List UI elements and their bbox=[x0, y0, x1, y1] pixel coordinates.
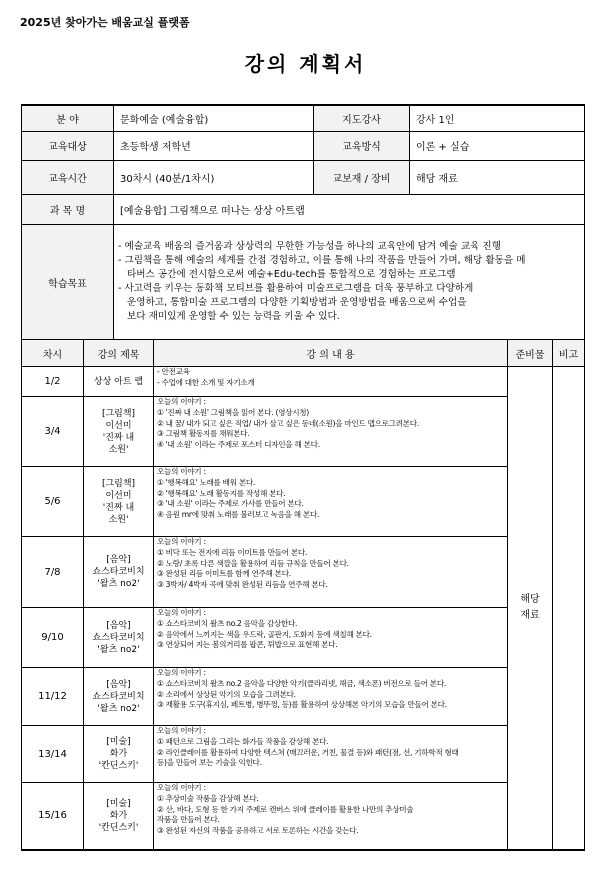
content-line: ③ 완성된 자신의 작품을 공유하고 서로 토론하는 시간을 갖는다. bbox=[157, 826, 359, 836]
content-line: ④ 음원 mr에 맞춰 노래를 불러보고 녹음을 해 본다. bbox=[157, 510, 320, 520]
time-value: 30차시 (40분/1차시) bbox=[114, 160, 314, 194]
session-number: 11/12 bbox=[22, 668, 84, 726]
lecture-content bbox=[154, 608, 508, 668]
lecture-title-line: [음악] bbox=[106, 555, 131, 565]
field-value: 문화예술 (예술융합) bbox=[114, 105, 314, 131]
content-line: - 수업에 대한 소개 및 자기소개 bbox=[157, 377, 255, 387]
content-line: 오늘의 이야기 : bbox=[157, 467, 206, 476]
content-line: - 안전교육 bbox=[157, 367, 190, 376]
lecture-title-line: '칸딘스키' bbox=[98, 761, 139, 771]
table-row bbox=[22, 467, 585, 537]
page-title: 강의 계획서 bbox=[244, 52, 367, 76]
lecture-title-line: '진짜 내 bbox=[102, 502, 135, 513]
lecture-title-line: 소원' bbox=[108, 444, 129, 455]
session-number: 13/14 bbox=[22, 726, 84, 783]
lecture-title-line: '왈츠 no2' bbox=[97, 703, 140, 714]
target-label: 교육대상 bbox=[22, 131, 114, 160]
lecture-title bbox=[84, 783, 154, 850]
prep-materials bbox=[508, 367, 553, 850]
content-line: ① 비닥 또는 전지에 리듬 이미트를 만들어 본다. bbox=[157, 547, 308, 557]
lecture-title-line: 이선미 bbox=[105, 490, 132, 501]
content-line: ② 노랑/ 초록 다른 색깔을 활용하여 리듬 규칙을 만들어 본다. bbox=[157, 558, 349, 568]
lecture-schedule-table bbox=[21, 339, 585, 851]
method-label: 교육방식 bbox=[314, 131, 410, 160]
table-row bbox=[22, 367, 585, 397]
goal-item: - 그림책을 통해 예술의 세계를 간접 경험하고, 이를 통해 나의 작품을 만들어 가며, 해당 활동을 메 bbox=[118, 255, 526, 266]
lecture-content bbox=[154, 367, 508, 397]
content-line: 오늘의 이야기 : bbox=[157, 537, 206, 546]
header-note: 비고 bbox=[553, 340, 585, 367]
content-line: ① '행복해요' 노래를 배워 본다. bbox=[157, 477, 256, 487]
prep-line: 해당 bbox=[520, 593, 540, 605]
lecture-title-line: [그림책] bbox=[101, 478, 136, 489]
content-line: ① 추상미술 작품을 감상해 본다. bbox=[157, 793, 259, 803]
lecture-title-line: 쇼스타코비치 bbox=[92, 691, 145, 702]
subject-label: 과 목 명 bbox=[22, 194, 114, 224]
session-number: 9/10 bbox=[22, 608, 84, 668]
lecture-title-line: 이선미 bbox=[105, 420, 132, 431]
program-label: 2025년 찾아가는 배움교실 플랫폼 bbox=[20, 16, 190, 29]
table-row bbox=[22, 726, 585, 783]
lecture-title-line: 쇼스타코비치 bbox=[92, 632, 145, 643]
goal-item-continuation: 보다 재미있게 운영할 수 있는 능력을 키울 수 있다. bbox=[127, 311, 340, 322]
lecture-title-line: 화가 bbox=[109, 749, 128, 759]
content-line: ② 라인클레이를 활용하여 다양한 텍스쳐 (매끄러운, 거친, 물결 등)와 패턴(점, 선, 기하학적 형태 bbox=[157, 747, 459, 757]
content-line: 작품을 만들어 본다. bbox=[157, 815, 220, 825]
lecture-title-line: 소원' bbox=[108, 514, 129, 525]
content-line: ② 내 꿈/ 내가 되고 싶은 직업/ 내가 살고 싶은 동네(소원)을 마인드 맵으로그려본다. bbox=[157, 418, 419, 428]
content-line: ① '진짜 내 소원' 그림책을 읽어 본다. (영상시청) bbox=[157, 407, 309, 417]
header-session: 차시 bbox=[22, 340, 84, 367]
field-label: 분 야 bbox=[22, 105, 114, 131]
lecture-title bbox=[84, 467, 154, 537]
lecture-content bbox=[154, 537, 508, 608]
instructor-label: 지도강사 bbox=[314, 105, 410, 131]
prep-line: 재료 bbox=[520, 609, 540, 621]
method-value: 이론 + 실습 bbox=[410, 131, 585, 160]
subject-value: [예술융합] 그림책으로 떠나는 상상 아트랩 bbox=[114, 194, 585, 224]
header-prep: 준비물 bbox=[508, 340, 553, 367]
lecture-title-line: 쇼스타코비치 bbox=[92, 567, 145, 577]
target-value: 초등학생 저학년 bbox=[114, 131, 314, 160]
lecture-title bbox=[84, 726, 154, 783]
table-row bbox=[22, 537, 585, 608]
session-number: 5/6 bbox=[22, 467, 84, 537]
lecture-title bbox=[84, 668, 154, 726]
lecture-title-line: [미술] bbox=[106, 798, 131, 809]
instructor-value: 강사 1인 bbox=[410, 105, 585, 131]
table-row bbox=[22, 783, 585, 850]
content-line: 오늘의 이야기 : bbox=[157, 397, 206, 406]
content-line: ① 쇼스타코비치 왈츠 no.2 음악을 다양한 악기(클라리넷, 해금, 색소폰) 버전으로 들어 본다. bbox=[157, 678, 446, 688]
session-number: 7/8 bbox=[22, 537, 84, 608]
material-label: 교보재 / 장비 bbox=[314, 160, 410, 194]
content-line: 오늘의 이야기 : bbox=[157, 608, 206, 617]
table-row bbox=[22, 608, 585, 668]
goal-item-continuation: 운영하고, 통합미술 프로그램의 다양한 기획방법과 운영방법을 배움으로써 수업을 bbox=[127, 297, 467, 308]
content-line: 오늘의 이야기 : bbox=[157, 668, 206, 677]
lecture-content bbox=[154, 467, 508, 537]
content-line: ③ 그림책 활동지를 채워본다. bbox=[157, 429, 250, 439]
content-line: ④ '내 소원' 이라는 주제로 포스터 디자인을 해 본다. bbox=[157, 440, 320, 450]
content-line: 등)을 만들어 보는 기술을 익힌다. bbox=[157, 758, 262, 768]
learning-goals bbox=[114, 224, 585, 340]
lecture-content bbox=[154, 668, 508, 726]
content-line: ③ 연상되어 지는 봄의거리를 팝콘, 튀밥으로 표현해 본다. bbox=[157, 640, 338, 650]
content-line: ① 패턴으로 그림을 그리는 화가들 작품을 감상해 본다. bbox=[157, 736, 329, 746]
lecture-title bbox=[84, 608, 154, 668]
content-line: 오늘의 이야기 : bbox=[157, 783, 206, 792]
lecture-content bbox=[154, 397, 508, 467]
lecture-title-line: '칸딘스키' bbox=[98, 822, 139, 833]
goal-label: 학습목표 bbox=[22, 224, 114, 340]
content-line: ③ 재활용 도구(휴지심, 페트병, 병뚜껑, 등)를 활용하여 상상해본 악기의 모습을 만들어 본다. bbox=[157, 700, 447, 710]
lecture-title-line: 화가 bbox=[109, 810, 128, 821]
content-line: ② '행복해요' 노래 활동지를 작성해 본다. bbox=[157, 488, 286, 498]
note-cell bbox=[553, 367, 585, 850]
lecture-title-line: '왈츠 no2' bbox=[97, 579, 140, 589]
table-row bbox=[22, 668, 585, 726]
content-line: ③ 3박자/ 4박자 곡에 맞춰 완성된 리듬을 연주해 본다. bbox=[157, 580, 328, 590]
content-line: ③ '내 소원' 이라는 주제로 가사를 만들어 본다. bbox=[157, 499, 304, 509]
goal-item: - 사고력을 키우는 동화책 모티브를 활용하여 미술프로그램을 더욱 풍부하고 다양하게 bbox=[118, 283, 474, 294]
content-line: 오늘의 이야기 : bbox=[157, 726, 206, 735]
content-line: ③ 완성된 리듬 이미트를 함께 연주해 본다. bbox=[157, 569, 291, 579]
goal-item-continuation: 타버스 공간에 전시함으로써 예술+Edu-tech를 통합적으로 경험하는 프로그램 bbox=[127, 269, 456, 280]
session-number: 3/4 bbox=[22, 397, 84, 467]
header-content: 강 의 내 용 bbox=[154, 340, 508, 367]
lecture-title-line: '왈츠 no2' bbox=[97, 644, 140, 655]
lecture-title-line: '진짜 내 bbox=[102, 432, 135, 443]
header-title: 강의 제목 bbox=[84, 340, 154, 367]
goal-item: - 예술교육 배움의 즐거움과 상상력의 무한한 가능성을 하나의 교육안에 담겨 예술 교육 진행 bbox=[118, 241, 501, 252]
session-number: 15/16 bbox=[22, 783, 84, 850]
lecture-title bbox=[84, 397, 154, 467]
content-line: ② 음악에서 느끼지는 색을 우드락, 골판지, 도화지 등에 색칠해 본다. bbox=[157, 629, 372, 639]
content-line: ① 쇼스타코비치 왈츠 no.2 음악을 감상한다. bbox=[157, 618, 298, 628]
lecture-title-line: [미술] bbox=[106, 737, 131, 747]
material-value: 해당 재료 bbox=[410, 160, 585, 194]
lecture-title bbox=[84, 367, 154, 397]
content-line: ② 산, 바다, 도형 등 한 가지 주제로 캔버스 위에 클레이를 활용한 나만의 추상미술 bbox=[157, 804, 414, 814]
lecture-title bbox=[84, 537, 154, 608]
lecture-content bbox=[154, 783, 508, 850]
table-row bbox=[22, 397, 585, 467]
lecture-title-line: [음악] bbox=[106, 620, 131, 631]
content-line: ② 소리에서 상상된 악기의 모습을 그려본다. bbox=[157, 689, 296, 699]
lecture-title-line: [음악] bbox=[106, 679, 131, 690]
lecture-title-line: [그림책] bbox=[101, 408, 136, 419]
lecture-title-line: 상상 아트 랩 bbox=[93, 376, 144, 387]
course-info-table bbox=[21, 104, 585, 341]
session-number: 1/2 bbox=[22, 367, 84, 397]
lecture-content bbox=[154, 726, 508, 783]
time-label: 교육시간 bbox=[22, 160, 114, 194]
